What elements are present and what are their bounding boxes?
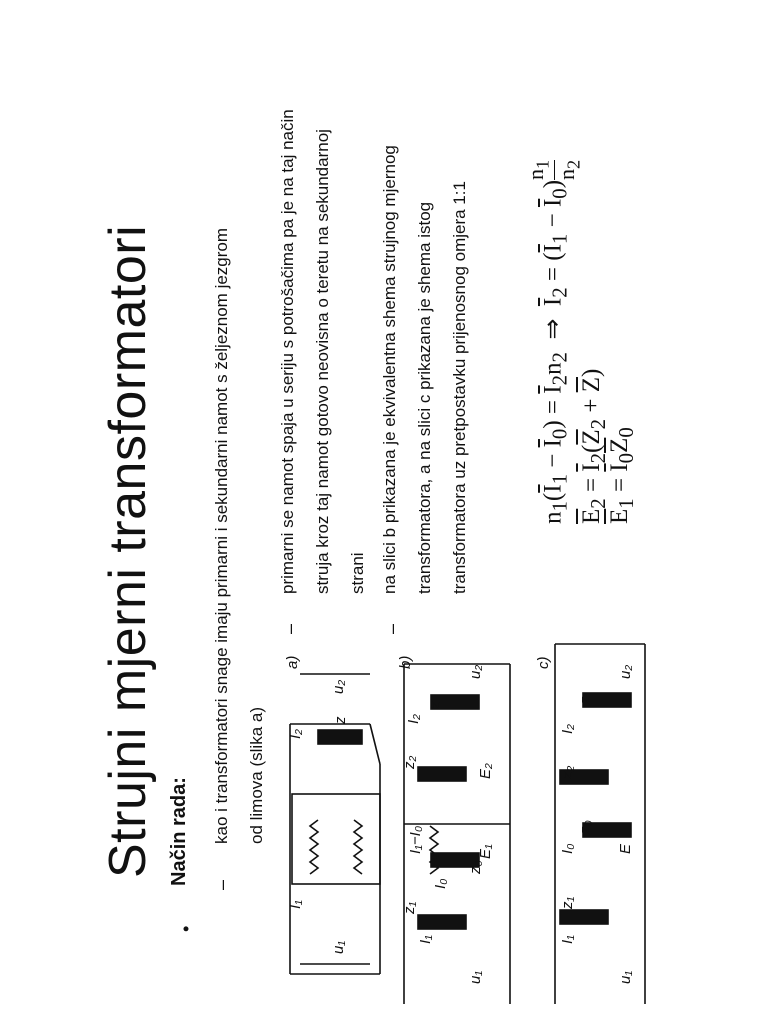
label-z0-c: z₀: [577, 820, 594, 834]
label-i1-b: I₁: [417, 935, 434, 944]
label-e-c: E: [617, 843, 634, 854]
section-heading: Način rada:: [168, 777, 190, 886]
label-e2-b: E₂: [477, 763, 494, 779]
label-i1-minus-i0-b: I₁−I₀: [407, 825, 424, 854]
list-item-2: primarni se namot spaja u seriju s potrošačima pa je na taj način struja kroz taj namot gotovo neovisna o teretu na sekundarnoj strani: [278, 109, 367, 594]
equation-e1: $\overline{E}_1 = \overline{I}_0\overline{Z}_0$: [606, 427, 638, 524]
label-u2-a: u₂: [330, 679, 347, 694]
item-dash-1: –: [212, 879, 232, 890]
label-e1-b: E₁: [477, 844, 494, 859]
label-z-a: z: [332, 716, 349, 724]
label-u1-a: u₁: [330, 940, 347, 954]
figure-c-label: c): [535, 656, 552, 669]
label-z-c: z: [577, 696, 594, 704]
equation-current-balance: $n_1(\overline{I}_1 - \overline{I}_0) = \overline{I}_2n_2$ ⇒ $\overline{I}_2 = (\overline{I}_1 - \overline{I}_0)$ $n_1$ $n_2$: [523, 159, 584, 524]
label-i0-c: I₀: [559, 843, 576, 854]
figure-a-label: a): [284, 655, 301, 669]
label-z1-b: z₁: [401, 901, 418, 914]
label-u2-b: u₂: [467, 664, 484, 679]
label-u1-b: u₁: [467, 970, 484, 984]
label-i2-a: I₂: [287, 729, 304, 739]
item-dash-2: –: [280, 623, 300, 634]
label-i1-a: I₁: [287, 900, 304, 909]
item-dash-3: –: [382, 623, 402, 634]
figure-c-circuit: [555, 644, 645, 1004]
label-u1-c: u₁: [617, 970, 634, 984]
figure-b-label: b): [397, 655, 414, 669]
label-z0-b: z₀: [467, 860, 484, 874]
equation-e2: $\overline{E}_2 = \overline{I}_2(\overline{Z}_2 + \overline{Z})$: [578, 368, 610, 524]
label-z-b: z: [427, 701, 444, 709]
list-item-3: na slici b prikazana je ekvivalentna shema strujnog mjernog transformatora, a na slici c prikazana je shema istog transformatora uz pretpostavku prijenosnog omjera 1:1: [380, 145, 469, 594]
label-i1-c: I₁: [559, 935, 576, 944]
label-i0-b: I₀: [432, 878, 449, 889]
label-z2-c: z₂: [559, 765, 576, 779]
label-z1-c: z₁: [559, 896, 576, 909]
slide-title: Strujni mjerni transformatori: [99, 224, 157, 878]
list-item-1: kao i transformatori snage imaju primarni i sekundarni namot s željeznom jezgrom od limova (slika a): [212, 227, 266, 844]
label-i2-b: I₂: [405, 714, 422, 724]
label-i2-c: I₂: [559, 724, 576, 734]
label-u2-c: u₂: [617, 664, 634, 679]
label-z2-b: z₂: [401, 755, 418, 769]
bullet-marker: •: [176, 925, 196, 932]
